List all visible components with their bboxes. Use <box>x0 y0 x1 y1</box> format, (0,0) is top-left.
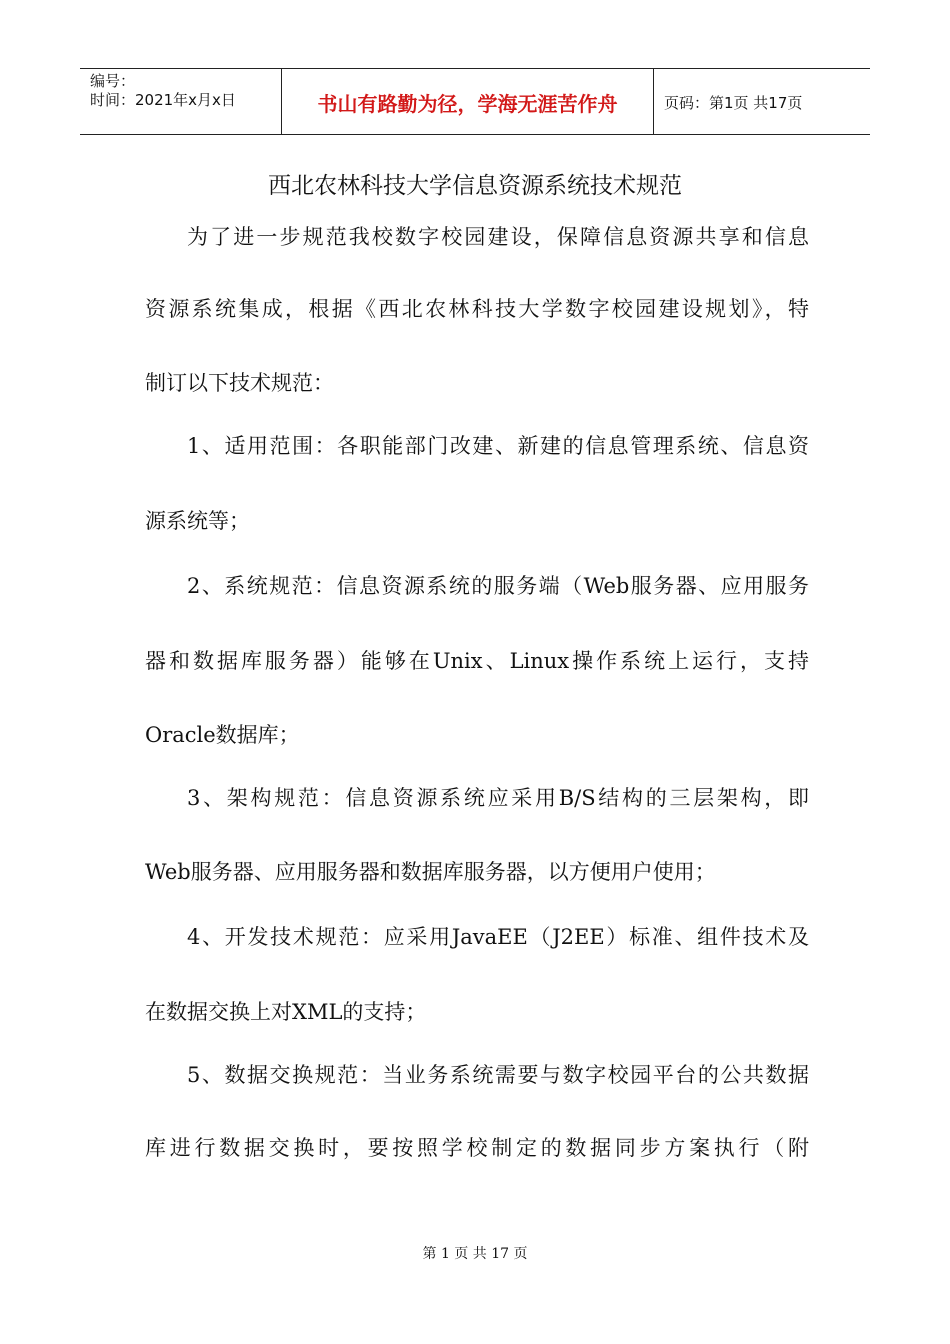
document-title: 西北农林科技大学信息资源系统技术规范 <box>268 173 682 199</box>
body-line: 器和数据库服务器）能够在Unix、Linux操作系统上运行，支持 <box>145 649 809 673</box>
page-footer: 第 1 页 共 17 页 <box>422 1246 528 1262</box>
body-line: 在数据交换上对XML的支持； <box>145 1000 427 1024</box>
header-motto: 书山有路勤为径，学海无涯苦作舟 <box>317 91 618 116</box>
document-header <box>80 68 870 135</box>
body-line: 5、数据交换规范：当业务系统需要与数字校园平台的公共数据 <box>187 1063 809 1087</box>
body-line: 库进行数据交换时，要按照学校制定的数据同步方案执行（附 <box>145 1136 809 1160</box>
body-line: 为了进一步规范我校数字校园建设，保障信息资源共享和信息 <box>187 225 809 249</box>
header-page-code: 页码：第1页 共17页 <box>664 93 803 112</box>
body-line: Oracle数据库； <box>145 723 300 747</box>
body-line: 3、架构规范：信息资源系统应采用B/S结构的三层架构，即 <box>187 786 809 810</box>
body-line: 2、系统规范：信息资源系统的服务端（Web服务器、应用服务 <box>187 574 809 598</box>
body-line: 源系统等； <box>145 509 250 533</box>
header-divider <box>653 69 654 134</box>
document-number-label: 编号： <box>90 72 136 90</box>
document-time-label: 时间：2021年x月x日 <box>90 91 236 109</box>
body-line: 资源系统集成，根据《西北农林科技大学数字校园建设规划》，特 <box>145 297 809 321</box>
body-line: Web服务器、应用服务器和数据库服务器，以方便用户使用； <box>145 860 716 884</box>
body-line: 1、适用范围：各职能部门改建、新建的信息管理系统、信息资 <box>187 434 809 458</box>
body-line: 4、开发技术规范：应采用JavaEE（J2EE）标准、组件技术及 <box>187 925 809 949</box>
body-line: 制订以下技术规范： <box>145 371 334 395</box>
